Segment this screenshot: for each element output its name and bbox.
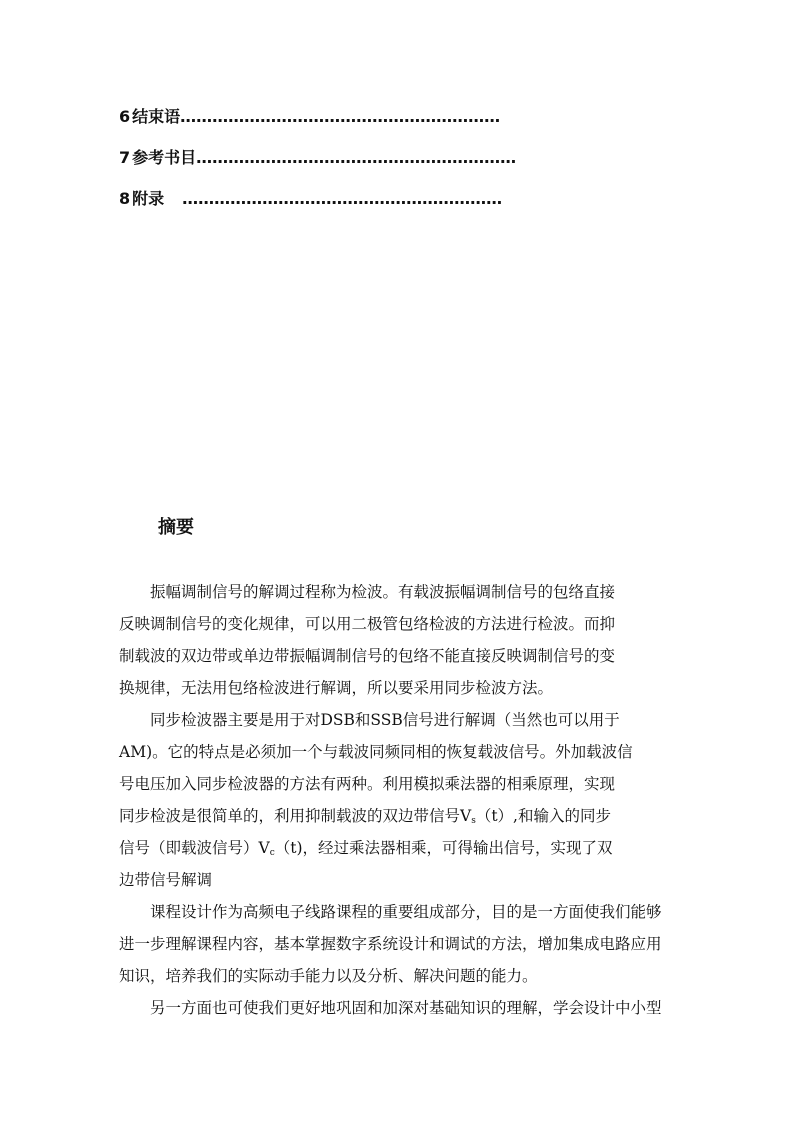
paragraph-line: 另一方面也可使我们更好地巩固和加深对基础知识的理解，学会设计中小型 (150, 999, 662, 1017)
subscript: c (269, 848, 275, 858)
toc-entry-number: 7 (119, 148, 131, 167)
toc-entry-conclusion[interactable] (119, 105, 539, 146)
toc-entry-title: 结束语 (132, 107, 181, 126)
paragraph-line: 号电压加入同步检波器的方法有两种。利用模拟乘法器的相乘原理，实现 (119, 775, 616, 793)
paragraph-line (119, 832, 679, 864)
paragraph-line: 课程设计作为高频电子线路课程的重要组成部分，目的是一方面使我们能够 (150, 903, 662, 921)
paragraph-line (119, 800, 679, 832)
toc-leader-dots: …………………………………………………… (182, 189, 503, 208)
subscript: s (471, 816, 476, 826)
paragraph-line: 同步检波器主要是用于对DSB和SSB信号进行解调（当然也可以用于 (150, 711, 620, 729)
abstract-heading: 摘要 (158, 517, 194, 538)
paragraph-line: 知识，培养我们的实际动手能力以及分析、解决问题的能力。 (119, 967, 538, 985)
toc-leader-dots: …………………………………………………… (196, 148, 517, 167)
paragraph-line: 换规律，无法用包络检波进行解调，所以要采用同步检波方法。 (119, 679, 554, 697)
line-text: 信号（即载波信号）V (119, 839, 270, 857)
paragraph-line: AM)。它的特点是必须加一个与载波同频同相的恢复载波信号。外加载波信 (119, 743, 633, 761)
line-text: （t)，经过乘法器相乘，可得输出信号，实现了双 (274, 839, 613, 857)
paragraph-line: 反映调制信号的变化规律，可以用二极管包络检波的方法进行检波。而抑 (119, 615, 616, 633)
toc-entry-number: 8 (119, 189, 131, 208)
toc-entry-references[interactable] (119, 146, 539, 187)
line-text: （t）,和输入的同步 (475, 807, 611, 825)
table-of-contents (119, 105, 539, 228)
toc-entry-number: 6 (119, 107, 131, 126)
abstract-body (119, 576, 679, 1024)
paragraph-line: 边带信号解调 (119, 871, 213, 889)
paragraph-line: 制载波的双边带或单边带振幅调制信号的包络不能直接反映调制信号的变 (119, 647, 616, 665)
toc-entry-title: 附录 (132, 189, 165, 208)
toc-entry-title: 参考书目 (132, 148, 197, 167)
toc-entry-appendix[interactable] (119, 187, 539, 228)
line-text: 同步检波是很简单的，利用抑制载波的双边带信号V (119, 807, 472, 825)
paragraph-line: 振幅调制信号的解调过程称为检波。有载波振幅调制信号的包络直接 (150, 583, 616, 601)
toc-leader-dots: …………………………………………………… (180, 107, 501, 126)
paragraph-line: 进一步理解课程内容，基本掌握数字系统设计和调试的方法，增加集成电路应用 (119, 935, 662, 953)
